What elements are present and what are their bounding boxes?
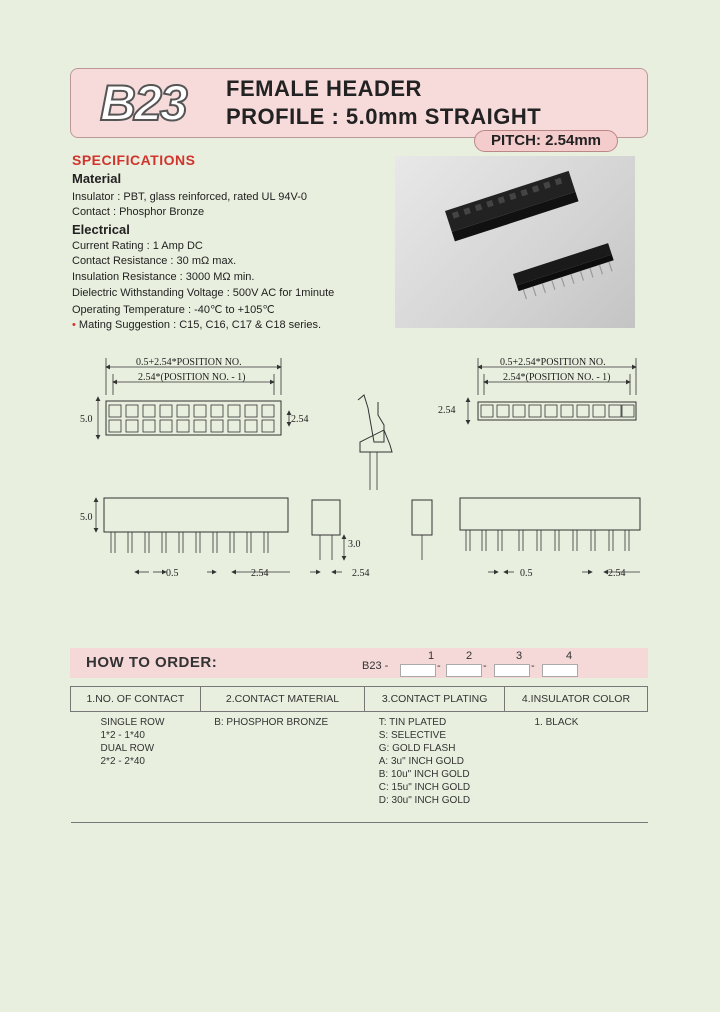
bullet-icon: • [72, 319, 76, 331]
contact-spec: Contact : Phosphor Bronze [72, 206, 205, 218]
order-code-slot-2 [446, 664, 482, 677]
dual-row-pins [111, 532, 268, 553]
dim-pitch-single: 2.54 [438, 405, 456, 416]
contact-resistance-spec: Contact Resistance : 30 mΩ max. [72, 255, 237, 267]
order-code-number-1: 1 [428, 650, 435, 662]
order-code-prefix: B23 - [362, 660, 389, 672]
column-header-contact-plating: 3.CONTACT PLATING [365, 687, 505, 712]
insulation-resistance-spec: Insulation Resistance : 3000 MΩ min. [72, 271, 255, 283]
dim-overall-single: 0.5+2.54*POSITION NO. [500, 357, 606, 368]
dim-pitch-single-bottom: 2.54 [608, 568, 626, 579]
dim-overall: 0.5+2.54*POSITION NO. [136, 357, 242, 368]
dim-pitch-total: 2.54*(POSITION NO. - 1) [138, 372, 246, 383]
current-rating-spec: Current Rating : 1 Amp DC [72, 240, 203, 252]
product-title: FEMALE HEADER [226, 76, 422, 101]
insulator-color-options: 1. BLACK [505, 712, 648, 823]
order-code-slot-3 [494, 664, 530, 677]
dielectric-spec: Dielectric Withstanding Voltage : 500V AC for 1minute [72, 287, 335, 299]
dim-height-front: 5.0 [80, 512, 93, 523]
contact-count-options: SINGLE ROW 1*2 - 1*40 DUAL ROW 2*2 - 2*40 [71, 712, 201, 823]
insulator-spec: Insulator : PBT, glass reinforced, rated UL 94V-0 [72, 191, 307, 203]
column-header-insulator-color: 4.INSULATOR COLOR [505, 687, 648, 712]
order-code-number-2: 2 [466, 650, 473, 662]
single-row-cavities [481, 405, 634, 417]
dim-pitch-bottom: 2.54 [251, 568, 269, 579]
dim-pitch: 2.54 [291, 414, 309, 425]
order-code-slot-1 [400, 664, 436, 677]
order-table-header [71, 687, 648, 712]
order-table [70, 686, 648, 823]
dim-pitch-total-single: 2.54*(POSITION NO. - 1) [503, 372, 611, 383]
order-table-row [71, 712, 648, 823]
contact-material-options: B: PHOSPHOR BRONZE [200, 712, 365, 823]
dual-row-cavities [109, 405, 274, 432]
operating-temperature-spec: Operating Temperature : -40℃ to +105℃ [72, 304, 275, 316]
order-code-slot-4 [542, 664, 578, 677]
electrical-heading: Electrical [72, 222, 130, 237]
product-logo: B23 [100, 75, 186, 131]
mating-suggestion-spec: • Mating Suggestion : C15, C16, C17 & C18 series. [72, 319, 322, 331]
connector-photo-illustration [395, 156, 635, 328]
dim-pin: 0.5 [166, 568, 179, 579]
material-heading: Material [72, 171, 122, 186]
order-code-number-3: 3 [516, 650, 523, 662]
product-photo [395, 156, 635, 328]
how-to-order-heading: HOW TO ORDER: [86, 654, 218, 671]
dim-height: 5.0 [80, 414, 93, 425]
dim-pin-single: 0.5 [520, 568, 533, 579]
column-header-contact-count: 1.NO. OF CONTACT [71, 687, 201, 712]
specifications-heading: SPECIFICATIONS [72, 152, 196, 168]
technical-drawing [0, 350, 720, 590]
column-header-contact-material: 2.CONTACT MATERIAL [200, 687, 365, 712]
order-code-number-4: 4 [566, 650, 573, 662]
contact-plating-options: T: TIN PLATED S: SELECTIVE G: GOLD FLASH A: 3u" INCH GOLD B: 10u" INCH GOLD C: 15u" INCH GOLD D: 30u" INCH GOLD [365, 712, 505, 823]
dim-tail: 3.0 [348, 539, 361, 550]
pitch-badge: PITCH: 2.54mm [474, 130, 618, 152]
dim-pitch-side: 2.54 [352, 568, 370, 579]
single-row-pins [466, 530, 629, 551]
product-subtitle: PROFILE : 5.0mm STRAIGHT [226, 104, 542, 129]
